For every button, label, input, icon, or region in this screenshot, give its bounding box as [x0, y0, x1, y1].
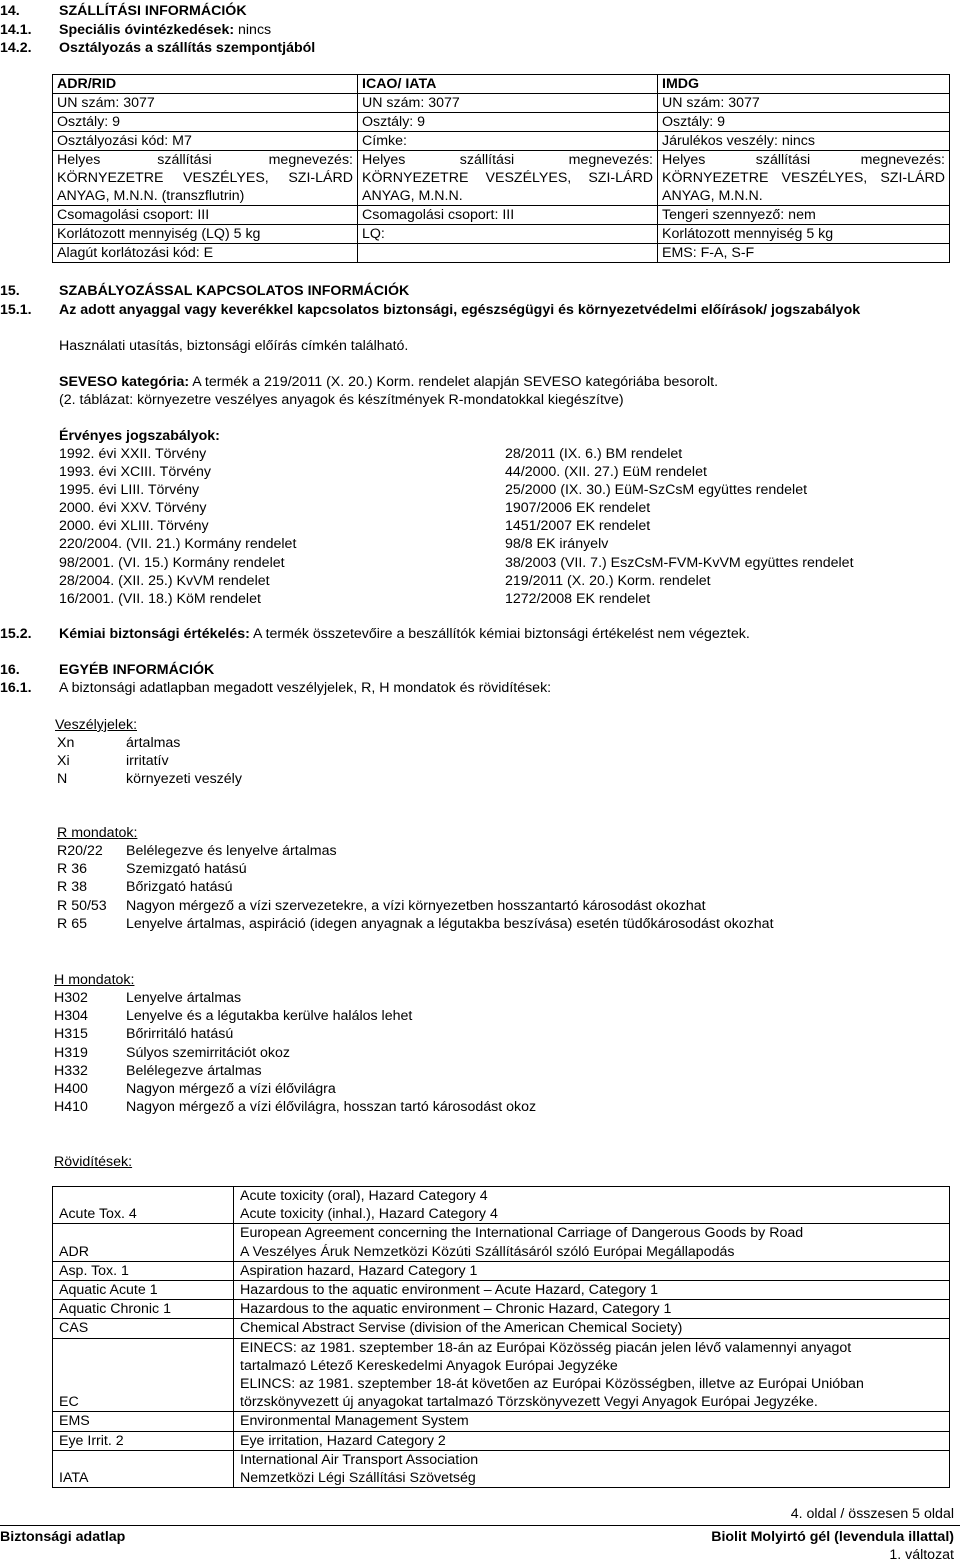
definition-line: törzskönyvezett új anyagokat tartalmazó Törzskönyvezett Vegyi Anyagok Európai Jegyzéke.: [240, 1394, 818, 1411]
footer-product-name: Biolit Molyirtó gél (levendula illattal): [711, 1529, 954, 1545]
definition-cell: [234, 1187, 950, 1224]
table-cell: Helyes szállítási megnevezés: KÖRNYEZETRE VESZÉLYES, SZI-LÁRD ANYAG, M.N.N.: [358, 151, 658, 206]
section-14-heading: [0, 2, 247, 20]
item-text: Lenyelve és a légutakba kerülve halálos lehet: [126, 1008, 413, 1025]
table-row: [53, 1450, 950, 1487]
subsection-number: 15.2.: [0, 626, 32, 642]
list-item: [54, 1044, 536, 1062]
r-phrases-list: [57, 842, 774, 933]
abbreviations-title: Rövidítések:: [54, 1154, 133, 1170]
section-15-2: [0, 625, 750, 643]
subsection-number: 16.1.: [0, 680, 32, 696]
table-row: [53, 1281, 950, 1300]
definition-line: Acute toxicity (oral), Hazard Category 4: [240, 1188, 488, 1204]
subsection-label: Kémiai biztonsági értékelés:: [59, 626, 250, 642]
section-title: EGYÉB INFORMÁCIÓK: [59, 662, 215, 678]
table-row: [53, 1431, 950, 1450]
item-code: H332: [54, 1062, 88, 1079]
subsection-title: Osztályozás a szállítás szempontjából: [59, 40, 316, 56]
subsection-number: 15.1.: [0, 302, 32, 318]
definition-line: tartalmazó Létező Kereskedelmi Anyagok Európai Jegyzéke: [240, 1357, 618, 1374]
law-item: 1992. évi XXII. Törvény: [59, 446, 207, 462]
definition-cell: [234, 1261, 950, 1280]
section-title: SZABÁLYOZÁSSAL KAPCSOLATOS INFORMÁCIÓK: [59, 283, 410, 299]
law-item: 1451/2007 EK rendelet: [505, 518, 651, 535]
section-title: SZÁLLÍTÁSI INFORMÁCIÓK: [59, 3, 247, 19]
table-row: [53, 244, 950, 263]
table-cell: Osztály: 9: [658, 113, 950, 132]
item-code: N: [57, 771, 68, 787]
abbreviation-cell: ADR: [53, 1224, 234, 1261]
subsection-value: nincs: [234, 22, 272, 38]
list-item: [57, 734, 242, 752]
definition-cell: [234, 1338, 950, 1412]
item-code: Xi: [57, 753, 70, 769]
definition-cell: [234, 1319, 950, 1338]
table-row: [53, 1261, 950, 1280]
item-text: Lenyelve ártalmas, aspiráció (idegen anyagnak a légutakba beszívása) esetén tüdőkárosodást okozhat: [126, 915, 774, 932]
item-text: Nagyon mérgező a vízi élővilágra: [126, 1080, 336, 1097]
definition-cell: [234, 1431, 950, 1450]
abbreviation-cell: CAS: [53, 1319, 234, 1338]
section-14-2: [0, 39, 316, 57]
definition-line: Environmental Management System: [240, 1413, 469, 1430]
item-text: Nagyon mérgező a vízi szervezetekre, a vízi környezetben hosszantartó károsodást okozhat: [126, 897, 706, 914]
laws-right-list: [505, 445, 854, 608]
table-row: [53, 132, 950, 151]
subsection-label: Speciális óvintézkedések:: [59, 22, 235, 38]
table-row: [53, 151, 950, 206]
laws-title: Érvényes jogszabályok:: [59, 428, 220, 444]
item-text: Bőrizgató hatású: [126, 879, 233, 896]
item-text: Bőrirritáló hatású: [126, 1026, 234, 1043]
definition-line: Hazardous to the aquatic environment – Acute Hazard, Category 1: [240, 1282, 658, 1299]
law-item: 1907/2006 EK rendelet: [505, 500, 651, 517]
subsection-number: 14.2.: [0, 40, 32, 56]
table-cell: Tengeri szennyező: nem: [658, 206, 950, 225]
subsection-text: A termék összetevőire a beszállítók kémiai biztonsági értékelést nem végeztek.: [249, 626, 750, 642]
law-item: 1995. évi LIII. Törvény: [59, 482, 200, 499]
definition-line: ELINCS: az 1981. szeptember 18-át követően az Európai Közösségben, illetve az Európai Unióban: [240, 1376, 864, 1393]
law-item: 28/2011 (IX. 6.) BM rendelet: [505, 446, 683, 462]
item-code: Xn: [57, 735, 75, 751]
table-cell: Helyes szállítási megnevezés: KÖRNYEZETRE VESZÉLYES, SZI-LÁRD ANYAG, M.N.N.: [658, 151, 950, 206]
abbreviation-cell: Asp. Tox. 1: [53, 1261, 234, 1280]
table-row: [53, 94, 950, 113]
footer-divider: [0, 1525, 960, 1526]
item-text: Nagyon mérgező a vízi élővilágra, hosszan tartó károsodást okoz: [126, 1099, 537, 1116]
item-code: R 38: [57, 879, 87, 896]
table-cell: Osztály: 9: [53, 113, 358, 132]
item-code: R 65: [57, 915, 87, 932]
table-cell: Csomagolási csoport: III: [53, 206, 358, 225]
list-item: [54, 1025, 536, 1043]
laws-left-list: [59, 445, 296, 608]
abbreviation-cell: Eye Irrit. 2: [53, 1431, 234, 1450]
table-cell: Járulékos veszély: nincs: [658, 132, 950, 151]
item-code: H319: [54, 1044, 88, 1061]
abbreviation-cell: IATA: [53, 1450, 234, 1487]
law-item: 25/2000 (IX. 30.) EüM-SzCsM együttes rendelet: [505, 482, 808, 499]
seveso-note: (2. táblázat: környezetre veszélyes anyagok és készítmények R-mondatokkal kiegészítve): [59, 392, 624, 408]
table-row: [53, 206, 950, 225]
list-item: [54, 989, 536, 1007]
section-15-heading: [0, 282, 410, 300]
law-item: 2000. évi XXV. Törvény: [59, 500, 207, 517]
item-code: H410: [54, 1099, 88, 1116]
item-code: H315: [54, 1026, 88, 1043]
definition-cell: [234, 1450, 950, 1487]
list-item: [57, 752, 242, 770]
item-text: Belélegezve és lenyelve ártalmas: [126, 843, 337, 859]
definition-line: A Veszélyes Áruk Nemzetközi Közúti Szállításáról szóló Európai Megállapodás: [240, 1243, 735, 1260]
table-cell: Alagút korlátozási kód: E: [53, 244, 358, 263]
item-text: környezeti veszély: [126, 771, 242, 787]
law-item: 1272/2008 EK rendelet: [505, 590, 651, 607]
abbreviation-cell: Aquatic Chronic 1: [53, 1300, 234, 1319]
page-number: 4. oldal / összesen 5 oldal: [790, 1506, 954, 1522]
law-item: 220/2004. (VII. 21.) Kormány rendelet: [59, 536, 297, 553]
seveso-line: [59, 373, 718, 391]
definition-line: Chemical Abstract Servise (division of the American Chemical Society): [240, 1320, 683, 1337]
item-code: R20/22: [57, 843, 103, 859]
transport-table: [52, 74, 950, 263]
abbreviation-cell: EC: [53, 1338, 234, 1412]
list-item: [54, 1007, 536, 1025]
list-item: [54, 1062, 536, 1080]
abbreviation-cell: Aquatic Acute 1: [53, 1281, 234, 1300]
list-item: [57, 770, 242, 788]
section-number: 15.: [0, 283, 20, 299]
definition-line: Eye irritation, Hazard Category 2: [240, 1432, 446, 1449]
r-phrases-title: R mondatok:: [57, 825, 138, 841]
section-16-heading: [0, 661, 215, 679]
table-cell: Korlátozott mennyiség (LQ) 5 kg: [53, 225, 358, 244]
paragraph: Használati utasítás, biztonsági előírás címkén található.: [59, 338, 409, 354]
h-phrases-title: H mondatok:: [54, 972, 135, 988]
h-phrases-list: [54, 989, 536, 1116]
table-cell: UN szám: 3077: [358, 94, 658, 113]
table-row: [53, 1300, 950, 1319]
law-item: 1993. évi XCIII. Törvény: [59, 464, 211, 481]
item-text: Súlyos szemirritációt okoz: [126, 1044, 290, 1061]
law-item: 219/2011 (X. 20.) Korm. rendelet: [505, 572, 711, 589]
item-code: R 36: [57, 861, 87, 878]
abbreviations-table: [52, 1186, 950, 1488]
table-row: [53, 1338, 950, 1412]
law-item: 38/2003 (VII. 7.) EszCsM-FVM-KvVM együttes rendelet: [505, 554, 854, 571]
hazard-symbols-title: Veszélyjelek:: [55, 717, 138, 733]
item-code: H304: [54, 1008, 88, 1025]
item-text: ártalmas: [126, 735, 181, 751]
table-cell: LQ:: [358, 225, 658, 244]
law-item: 2000. évi XLIII. Törvény: [59, 518, 209, 535]
table-row: [53, 1187, 950, 1224]
law-item: 16/2001. (VII. 18.) KöM rendelet: [59, 590, 261, 607]
law-item: 98/2001. (VI. 15.) Kormány rendelet: [59, 554, 285, 571]
definition-line: Acute toxicity (inhal.), Hazard Category 4: [240, 1206, 498, 1223]
section-number: 14.: [0, 3, 20, 19]
table-header-cell: ICAO/ IATA: [358, 75, 658, 94]
list-item: [57, 860, 774, 878]
item-text: Szemizgató hatású: [126, 861, 247, 878]
table-cell: [358, 244, 658, 263]
hazard-symbols-list: [57, 734, 242, 788]
law-item: 28/2004. (XII. 25.) KvVM rendelet: [59, 572, 270, 589]
item-code: H400: [54, 1080, 88, 1097]
table-header-cell: ADR/RID: [53, 75, 358, 94]
table-cell: Helyes szállítási megnevezés: KÖRNYEZETRE VESZÉLYES, SZI-LÁRD ANYAG, M.N.N. (transzflutrin): [53, 151, 358, 206]
table-row: [53, 1224, 950, 1261]
definition-line: Nemzetközi Légi Szállítási Szövetség: [240, 1470, 476, 1487]
list-item: [57, 842, 774, 860]
table-cell: Csomagolási csoport: III: [358, 206, 658, 225]
definition-line: EINECS: az 1981. szeptember 18-án az Európai Közösség piacán jelen lévő valamennyi anyagot: [240, 1339, 852, 1356]
table-header-cell: IMDG: [658, 75, 950, 94]
definition-cell: [234, 1281, 950, 1300]
list-item: [57, 915, 774, 933]
abbreviation-cell: EMS: [53, 1412, 234, 1431]
definition-line: European Agreement concerning the International Carriage of Dangerous Goods by Road: [240, 1225, 804, 1242]
list-item: [54, 1098, 536, 1116]
subsection-text: A biztonsági adatlapban megadott veszélyjelek, R, H mondatok és rövidítések:: [59, 680, 552, 696]
table-cell: UN szám: 3077: [658, 94, 950, 113]
seveso-label: SEVESO kategória:: [59, 374, 190, 390]
subsection-title: Az adott anyaggal vagy keverékkel kapcsolatos biztonsági, egészségügyi és környezetvédelmi előírások/ jogszabályok: [59, 302, 861, 318]
item-text: Lenyelve ártalmas: [126, 990, 242, 1006]
table-cell: Korlátozott mennyiség 5 kg: [658, 225, 950, 244]
seveso-text: A termék a 219/2011 (X. 20.) Korm. rendelet alapján SEVESO kategóriába besorolt.: [189, 374, 719, 390]
table-row: [53, 1319, 950, 1338]
section-16-1: [0, 679, 552, 697]
section-14-1: [0, 21, 272, 39]
table-cell: Címke:: [358, 132, 658, 151]
footer-doc-type: Biztonsági adatlap: [0, 1529, 126, 1545]
definition-cell: [234, 1300, 950, 1319]
table-cell: Osztályozási kód: M7: [53, 132, 358, 151]
item-code: H302: [54, 990, 88, 1006]
table-row: [53, 113, 950, 132]
footer-version: 1. változat: [889, 1547, 954, 1563]
table-cell: Osztály: 9: [358, 113, 658, 132]
definition-line: Aspiration hazard, Hazard Category 1: [240, 1262, 478, 1279]
table-cell: UN szám: 3077: [53, 94, 358, 113]
subsection-number: 14.1.: [0, 22, 32, 38]
list-item: [57, 897, 774, 915]
definition-cell: [234, 1412, 950, 1431]
item-text: irritatív: [126, 753, 169, 769]
law-item: 98/8 EK irányelv: [505, 536, 609, 553]
definition-cell: [234, 1224, 950, 1261]
table-cell: EMS: F-A, S-F: [658, 244, 950, 263]
abbreviation-cell: Acute Tox. 4: [53, 1187, 234, 1224]
table-row: [53, 75, 950, 94]
item-code: R 50/53: [57, 897, 107, 914]
definition-line: Hazardous to the aquatic environment – Chronic Hazard, Category 1: [240, 1301, 672, 1318]
list-item: [54, 1080, 536, 1098]
item-text: Belélegezve ártalmas: [126, 1062, 262, 1079]
table-row: [53, 225, 950, 244]
table-row: [53, 1412, 950, 1431]
section-number: 16.: [0, 662, 20, 678]
definition-line: International Air Transport Association: [240, 1451, 479, 1468]
law-item: 44/2000. (XII. 27.) EüM rendelet: [505, 464, 707, 481]
list-item: [57, 878, 774, 896]
